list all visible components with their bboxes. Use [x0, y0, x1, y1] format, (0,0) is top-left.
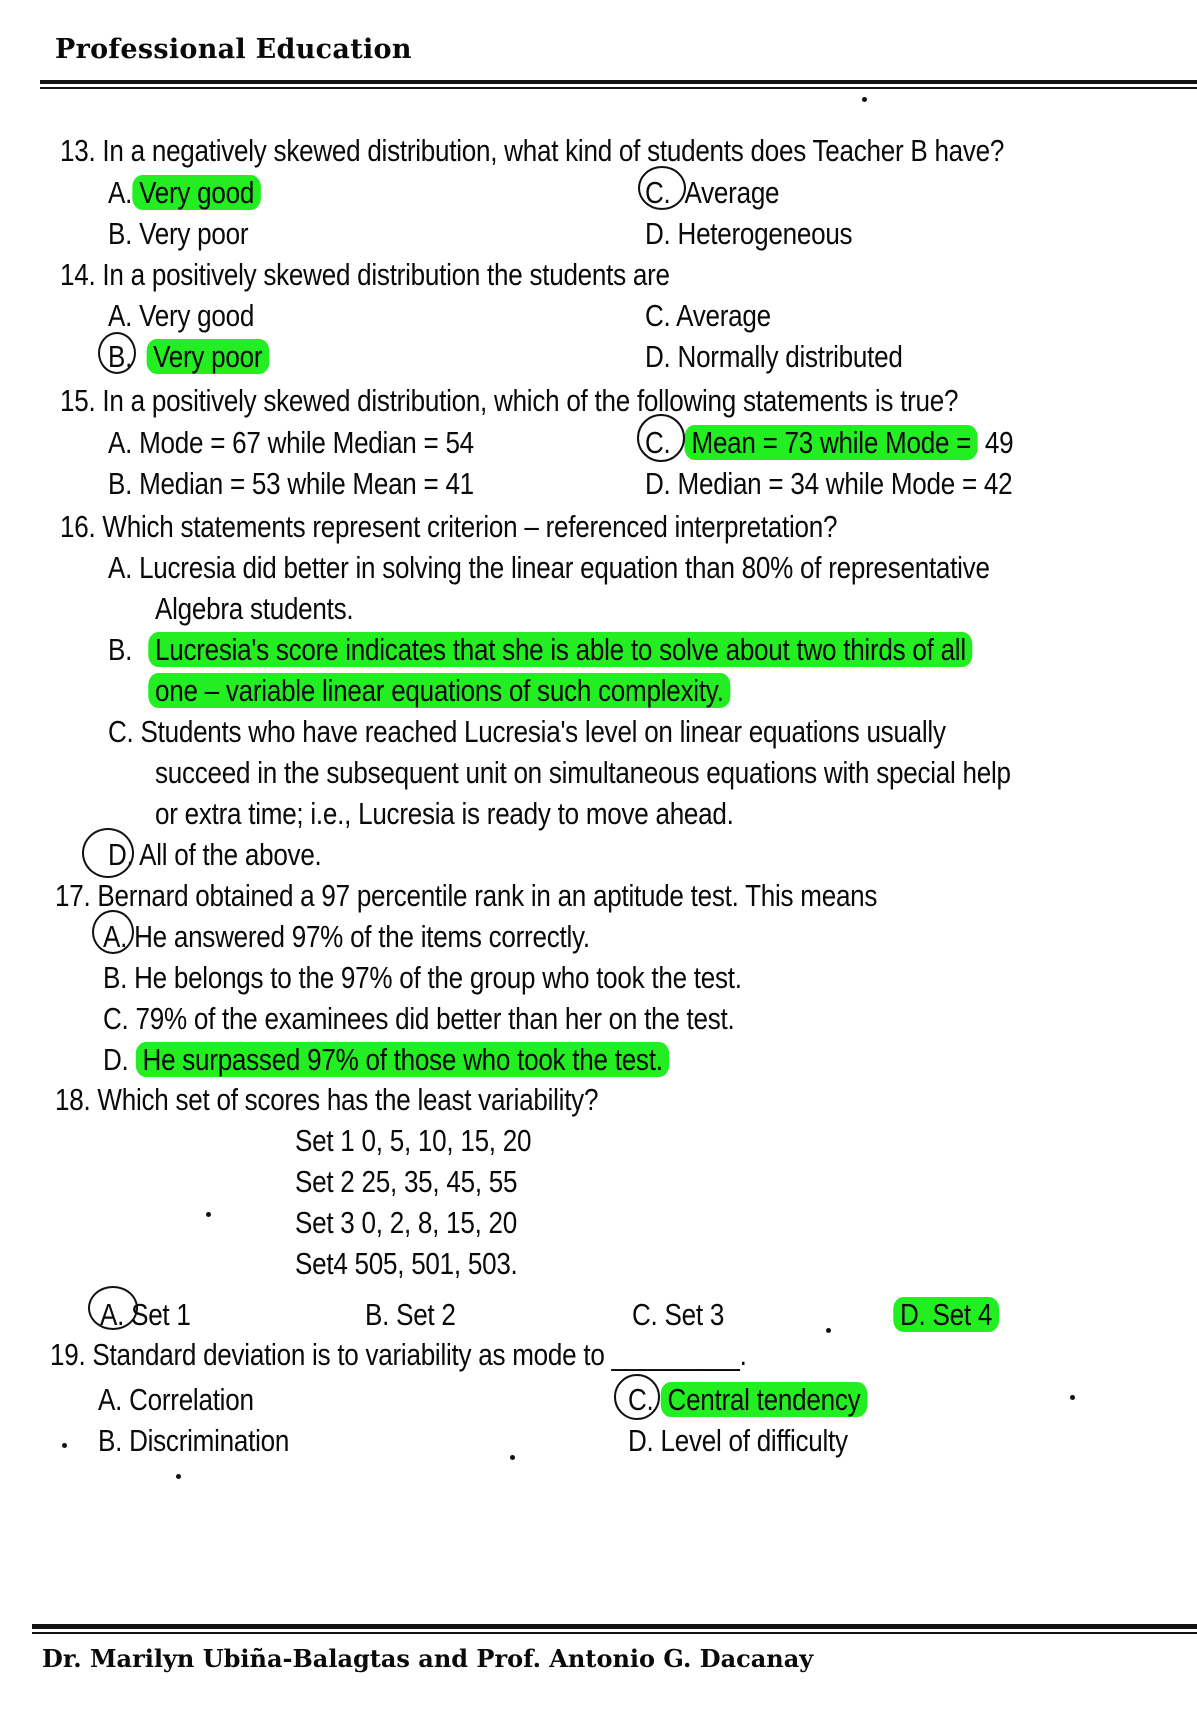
q19-option-d: D. Level of difficulty	[628, 1423, 848, 1458]
scan-speck	[62, 1443, 67, 1448]
q16-option-b-line2	[155, 671, 730, 711]
q18-option-b: B. Set 2	[365, 1297, 456, 1332]
q13-option-a	[108, 173, 261, 213]
q16-option-c-line3: or extra time; i.e., Lucresia is ready to move ahead.	[155, 796, 734, 831]
q16-option-a-line2: Algebra students.	[155, 591, 354, 626]
q17-option-c: C. 79% of the examinees did better than her on the test.	[103, 1001, 735, 1036]
q18-set-2: Set 2 25, 35, 45, 55	[295, 1164, 518, 1199]
q16-b-highlight-2: one – variable linear equations of such complexity.	[148, 673, 730, 708]
q18-set-1: Set 1 0, 5, 10, 15, 20	[295, 1123, 532, 1158]
q13-a-letter: A.	[108, 175, 133, 210]
q18-stem: 18. Which set of scores has the least variability?	[55, 1082, 599, 1117]
q14-option-d: D. Normally distributed	[645, 339, 903, 374]
q19-option-c	[628, 1380, 867, 1420]
q14-stem: 14. In a positively skewed distribution the students are	[60, 257, 670, 292]
q17-d-highlight: He surpassed 97% of those who took the test.	[136, 1042, 670, 1077]
q17-option-b: B. He belongs to the 97% of the group who took the test.	[103, 960, 742, 995]
q19-option-a: A. Correlation	[98, 1382, 254, 1417]
q15-option-c	[645, 423, 1013, 463]
scan-speck	[510, 1455, 515, 1460]
scan-speck	[1070, 1395, 1075, 1400]
scan-speck	[206, 1212, 211, 1217]
q19-option-b: B. Discrimination	[98, 1423, 290, 1458]
q15-c-pen-circle	[637, 414, 685, 462]
q16-option-b-line1	[155, 630, 973, 670]
q14-option-c: C. Average	[645, 298, 771, 333]
q17-a-pen-circle	[92, 910, 134, 954]
scan-speck	[176, 1474, 181, 1479]
q15-c-highlight: Mean = 73 while Mode =	[685, 425, 978, 460]
q13-stem: 13. In a negatively skewed distribution, what kind of students does Teacher B have?	[60, 133, 1005, 168]
q19-c-pen-circle	[614, 1374, 660, 1420]
header-rule	[40, 80, 1197, 84]
q13-option-d: D. Heterogeneous	[645, 216, 853, 251]
page-header: Professional Education	[55, 34, 412, 65]
q13-c-text: Average	[684, 175, 780, 210]
q17-option-d	[103, 1040, 669, 1080]
q19-stem: 19. Standard deviation is to variability as mode to _________.	[50, 1337, 747, 1372]
q18-a-pen-circle	[88, 1286, 138, 1330]
q15-c-rest: 49	[977, 425, 1014, 460]
q18-option-d	[900, 1295, 999, 1335]
q16-option-b-letter: B.	[108, 632, 133, 667]
page-footer: Dr. Marilyn Ubiña-Balagtas and Prof. Antonio G. Dacanay	[42, 1644, 814, 1673]
scan-speck	[862, 97, 867, 102]
q16-b-highlight-1: Lucresia's score indicates that she is able to solve about two thirds of all	[148, 632, 972, 667]
q19-c-letter: C.	[628, 1382, 654, 1417]
q15-stem: 15. In a positively skewed distribution, which of the following statements is true?	[60, 383, 959, 418]
q18-option-a: A. Set 1	[100, 1297, 191, 1332]
q13-c-letter: C.	[645, 175, 671, 210]
q16-d-pen-circle	[82, 828, 134, 878]
q17-d-letter: D.	[103, 1042, 129, 1077]
q15-c-letter: C.	[645, 425, 671, 460]
q18-set-4: Set4 505, 501, 503.	[295, 1246, 518, 1281]
scan-speck	[826, 1328, 831, 1333]
q14-b-pen-circle	[98, 332, 136, 374]
q18-d-highlight: D. Set 4	[893, 1297, 999, 1332]
footer-rule	[32, 1624, 1197, 1629]
q16-option-d: D. All of the above.	[108, 837, 322, 872]
q17-option-a: A. He answered 97% of the items correctly.	[103, 919, 590, 954]
q16-stem: 16. Which statements represent criterion – referenced interpretation?	[60, 509, 838, 544]
header-rule-thin	[40, 87, 1197, 89]
q15-option-d: D. Median = 34 while Mode = 42	[645, 466, 1013, 501]
footer-rule-thin	[32, 1632, 1197, 1634]
q15-option-a: A. Mode = 67 while Median = 54	[108, 425, 474, 460]
q15-option-b: B. Median = 53 while Mean = 41	[108, 466, 474, 501]
q16-option-c-line1: C. Students who have reached Lucresia's level on linear equations usually	[108, 714, 946, 749]
q16-option-c-line2: succeed in the subsequent unit on simultaneous equations with special help	[155, 755, 1011, 790]
q16-option-a-line1: A. Lucresia did better in solving the linear equation than 80% of representative	[108, 550, 990, 585]
q14-b-highlight: Very poor	[146, 339, 269, 374]
q13-option-b: B. Very poor	[108, 216, 249, 251]
q13-c-pen-circle	[638, 166, 686, 210]
q19-c-highlight: Central tendency	[661, 1382, 867, 1417]
q14-option-a: A. Very good	[108, 298, 255, 333]
q18-option-c: C. Set 3	[632, 1297, 725, 1332]
q14-b-letter: B.	[108, 339, 133, 374]
q17-stem: 17. Bernard obtained a 97 percentile rank in an aptitude test. This means	[55, 878, 878, 913]
q13-a-highlight: Very good	[132, 175, 260, 210]
q18-set-3: Set 3 0, 2, 8, 15, 20	[295, 1205, 518, 1240]
